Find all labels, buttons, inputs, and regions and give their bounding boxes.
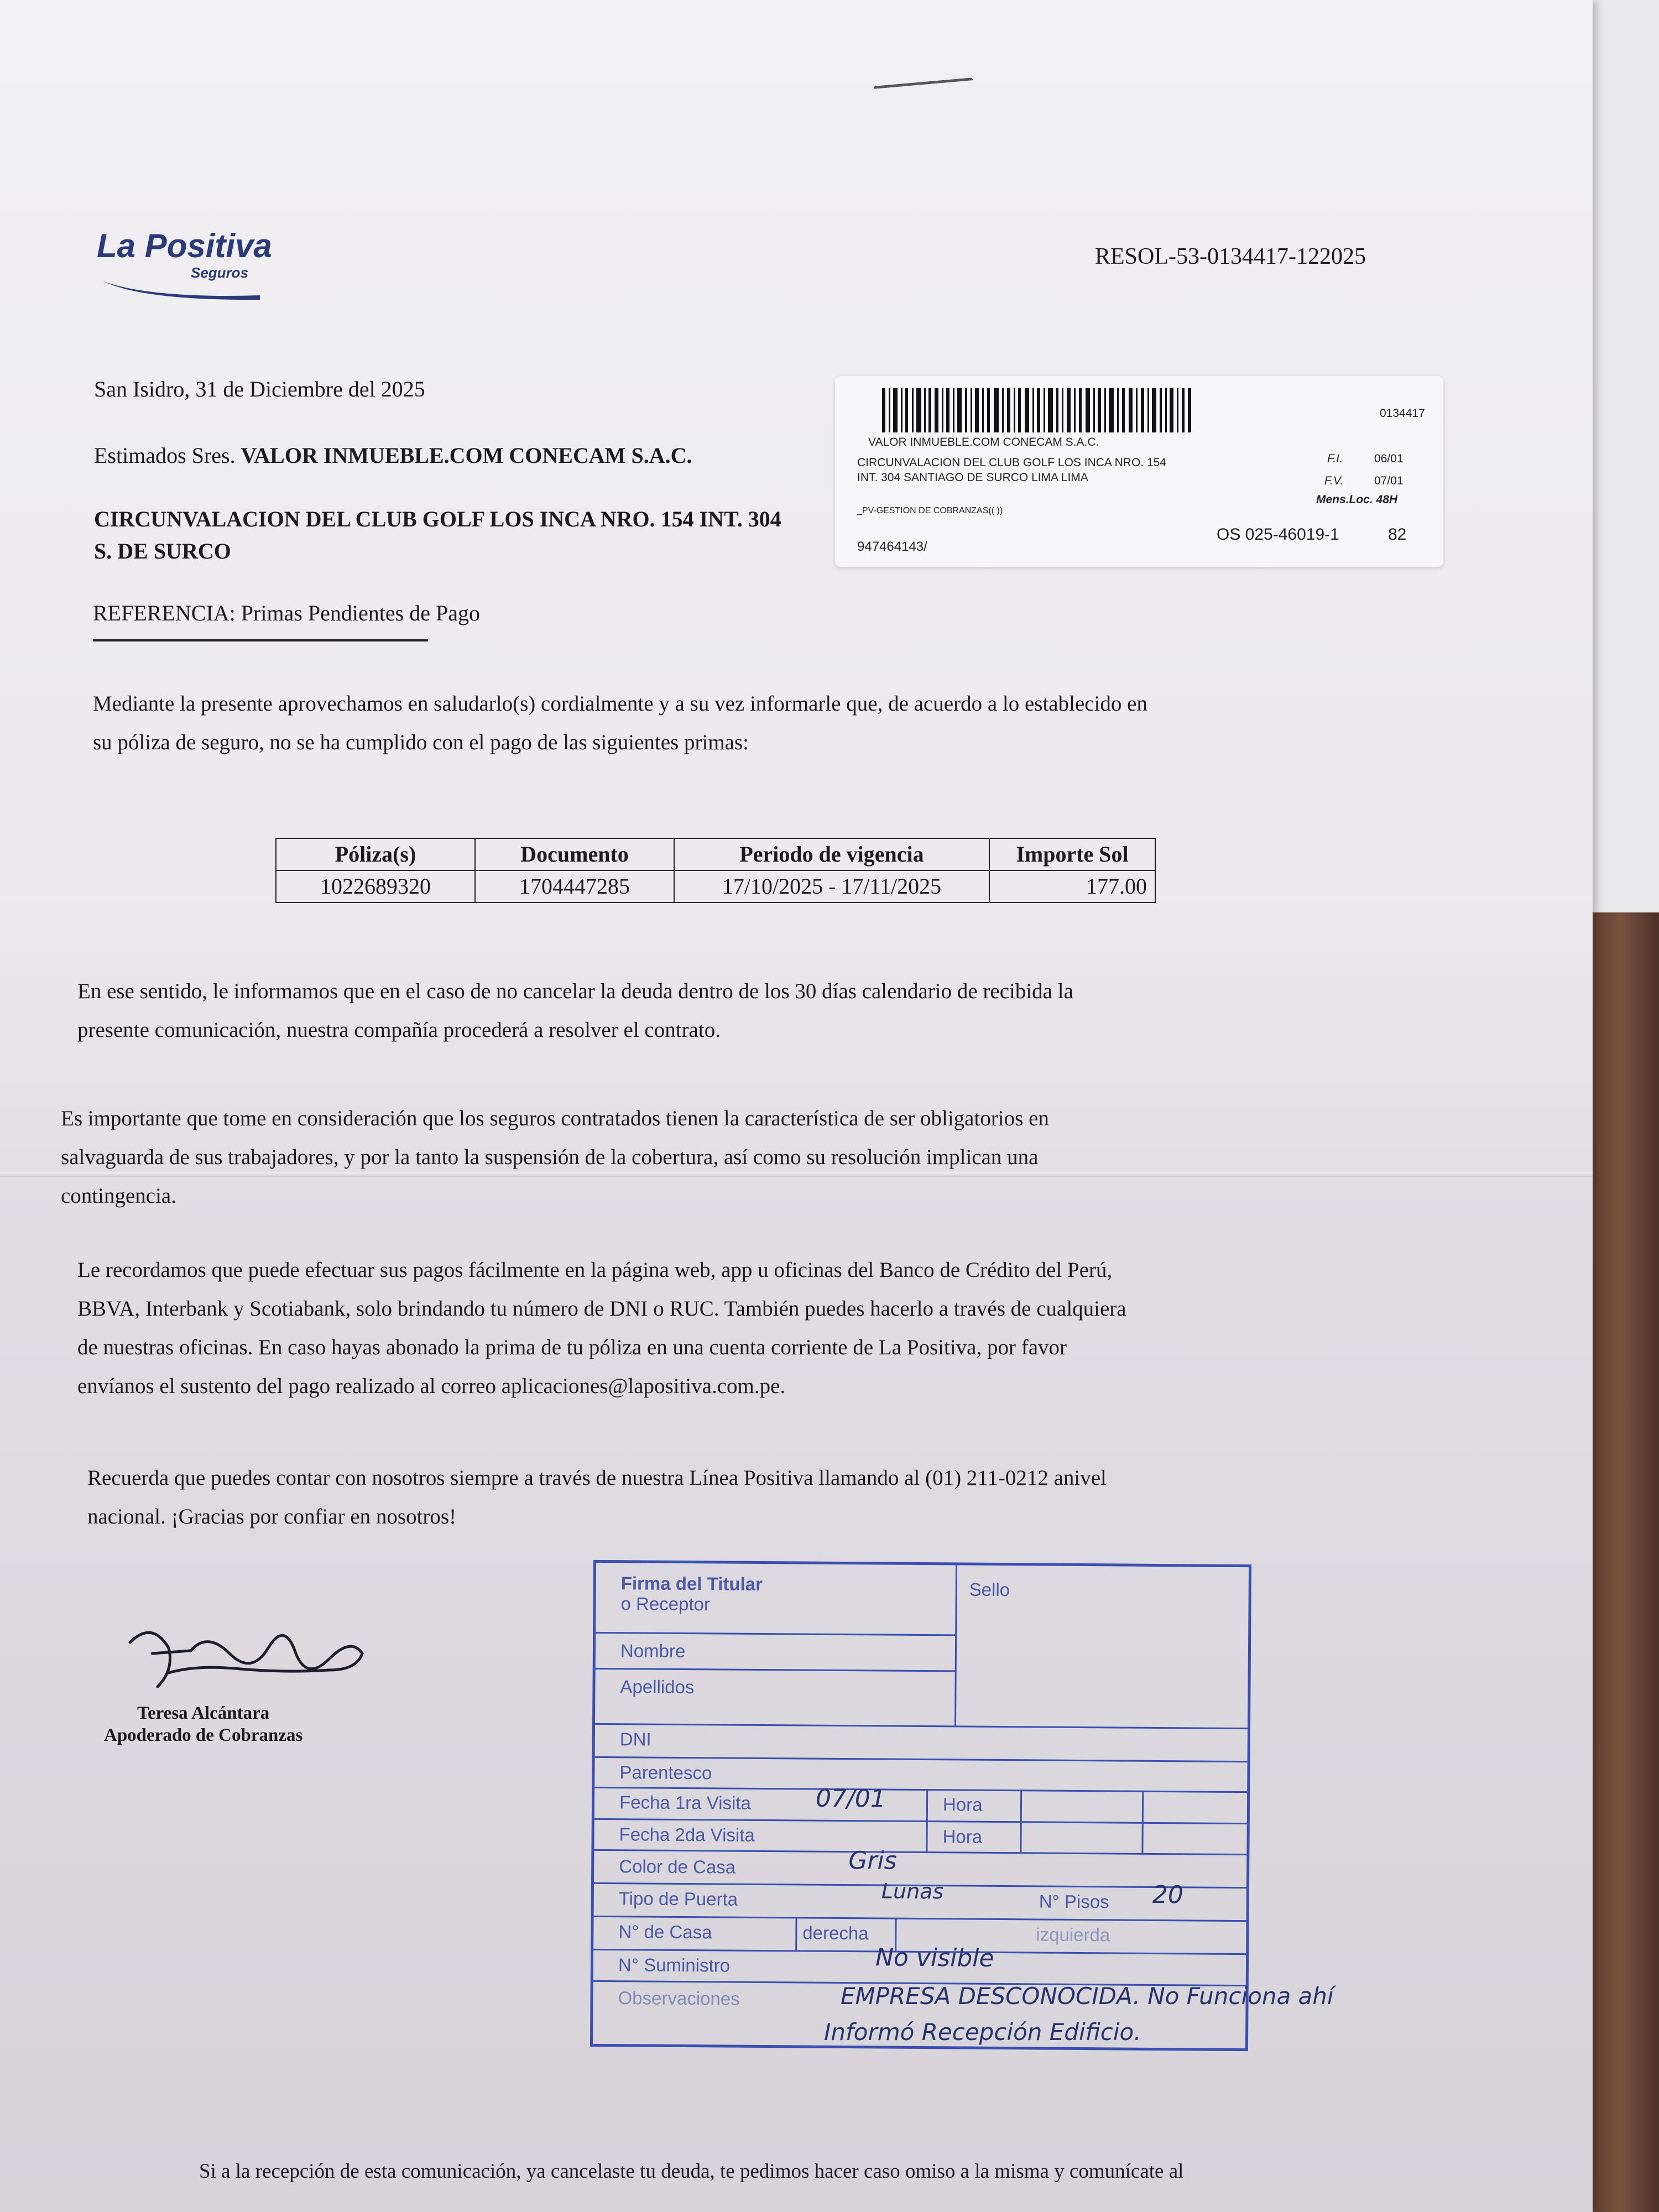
form-line	[596, 1632, 955, 1636]
signer-name: Teresa Alcántara	[137, 1703, 270, 1723]
cell-poliza: 1022689320	[276, 870, 475, 902]
greeting	[94, 442, 692, 468]
mailing-label	[835, 376, 1443, 567]
p1-line-1: En ese sentido, le informamos que en el caso de no cancelar la deuda dentro de los 30 días calendario de recibida la	[77, 979, 1073, 1003]
handwritten-color: Gris	[848, 1846, 897, 1875]
col-header-documento: Documento	[475, 838, 674, 870]
form-label-n-casa: N° de Casa	[618, 1921, 712, 1943]
handwritten-signature	[119, 1609, 368, 1698]
handwritten-tipo-puerta: Lunas	[881, 1879, 944, 1904]
table-header-row	[276, 838, 1155, 870]
form-label-n-pisos: N° Pisos	[1039, 1891, 1109, 1912]
delivery-stamp-form	[590, 1560, 1251, 2051]
form-divider	[926, 1789, 928, 1851]
form-label-derecha: derecha	[802, 1922, 869, 1944]
label-fv-value: 07/01	[1374, 474, 1404, 487]
paragraph-payment	[77, 1251, 1504, 1406]
form-label-hora2: Hora	[942, 1826, 983, 1847]
form-label-tipo-puerta: Tipo de Puerta	[618, 1888, 738, 1910]
form-divider	[954, 1565, 957, 1725]
intro-line-1: Mediante la presente aprovechamos en saludarlo(s) cordialmente y a su vez informarle que, de acuerdo a lo establecido en	[93, 692, 1147, 716]
reference-underline	[93, 639, 428, 641]
form-label-fecha1: Fecha 1ra Visita	[619, 1792, 752, 1813]
cell-importe: 177.00	[989, 870, 1155, 902]
form-label-hora1: Hora	[942, 1794, 983, 1815]
logo-swoosh-icon	[100, 276, 265, 300]
p4-line-2: nacional. ¡Gracias por confiar en nosotros!	[87, 1505, 457, 1528]
form-line	[596, 1668, 955, 1672]
label-gestion: _PV-GESTION DE COBRANZAS(( ))	[857, 506, 1003, 515]
bottom-note: Si a la recepción de esta comunicación, ya cancelaste tu deuda, te pedimos hacer caso omiso a la misma y comunícate al	[199, 2160, 1184, 2183]
p2-line-3: contingencia.	[61, 1184, 176, 1208]
label-address-2: INT. 304 SANTIAGO DE SURCO LIMA LIMA	[857, 471, 1088, 484]
signer-role: Apoderado de Cobranzas	[104, 1725, 303, 1745]
date-line: San Isidro, 31 de Diciembre del 2025	[94, 377, 425, 401]
label-os-number: OS 025-46019-1	[1217, 525, 1339, 544]
staple-mark	[874, 77, 974, 97]
form-label-nombre: Nombre	[620, 1640, 686, 1662]
label-fi-value: 06/01	[1374, 452, 1404, 465]
resolution-code: RESOL-53-0134417-122025	[1095, 244, 1366, 269]
paragraph-obligatory	[61, 1099, 1499, 1215]
table-row	[276, 870, 1155, 902]
form-label-sello: Sello	[969, 1579, 1010, 1600]
p3-line-3: de nuestras oficinas. En caso hayas abonado la prima de tu póliza en una cuenta corriente de La Positiva, por favor	[77, 1335, 1067, 1359]
wooden-table-background	[1582, 885, 1659, 2212]
cell-periodo: 17/10/2025 - 17/11/2025	[674, 870, 989, 902]
form-line	[594, 1818, 1247, 1824]
handwritten-fecha1: 07/01	[815, 1784, 886, 1813]
form-divider	[1020, 1790, 1022, 1852]
col-header-poliza: Póliza(s)	[276, 838, 475, 870]
form-line	[595, 1756, 1248, 1762]
col-header-importe: Importe Sol	[989, 838, 1155, 870]
form-label-color: Color de Casa	[619, 1856, 736, 1877]
p2-line-2: salvaguarda de sus trabajadores, y por la tanto la suspensión de la cobertura, así como su resolución implican una	[61, 1145, 1039, 1169]
greeting-prefix: Estimados Sres.	[94, 443, 236, 468]
col-header-periodo: Periodo de vigencia	[674, 838, 989, 870]
handwritten-observacion-1: EMPRESA DESCONOCIDA. No Funciona ahí	[841, 1983, 1334, 2010]
label-fi: F.I.	[1327, 452, 1343, 465]
p4-line-1: Recuerda que puedes contar con nosotros siempre a través de nuestra Línea Positiva llamando al (01) 211-0212 anivel	[87, 1466, 1107, 1490]
form-divider	[795, 1917, 797, 1950]
form-label-izquierda: izquierda	[1036, 1924, 1110, 1945]
pending-premiums-table	[275, 838, 1156, 903]
label-fv: F.V.	[1324, 474, 1344, 487]
label-phone: 947464143/	[857, 539, 927, 554]
form-label-fecha2: Fecha 2da Visita	[619, 1824, 755, 1845]
form-label-observaciones: Observaciones	[618, 1987, 740, 2009]
p1-line-2: presente comunicación, nuestra compañía procederá a resolver el contrato.	[77, 1018, 721, 1042]
reference-line: REFERENCIA: Primas Pendientes de Pago	[93, 601, 480, 625]
intro-line-2: su póliza de seguro, no se ha cumplido con el pago de las siguientes primas:	[93, 731, 749, 754]
handwritten-suministro: No visible	[875, 1943, 994, 1973]
label-ref-number: 0134417	[1380, 407, 1425, 420]
address-line-2: S. DE SURCO	[94, 539, 231, 564]
paragraph-resolution	[77, 972, 1493, 1050]
form-label-parentesco: Parentesco	[619, 1762, 712, 1783]
intro-paragraph	[93, 685, 1464, 762]
cell-documento: 1704447285	[475, 870, 674, 902]
form-line	[594, 1916, 1246, 1922]
label-mens: Mens.Loc. 48H	[1316, 493, 1398, 506]
form-label-receptor: o Receptor	[620, 1593, 711, 1615]
label-code: 82	[1388, 525, 1407, 544]
logo-subtitle: Seguros	[191, 264, 249, 281]
paragraph-contact	[87, 1459, 1503, 1536]
p3-line-1: Le recordamos que puede efectuar sus pagos fácilmente en la página web, app u oficinas del Banco de Crédito del Perú,	[77, 1258, 1113, 1282]
form-label-suministro: N° Suministro	[618, 1954, 731, 1976]
barcode-icon	[882, 388, 1192, 432]
label-address-1: CIRCUNVALACION DEL CLUB GOLF LOS INCA NRO. 154	[857, 456, 1166, 469]
label-addressee: VALOR INMUEBLE.COM CONECAM S.A.C.	[868, 436, 1099, 448]
address-line-1: CIRCUNVALACION DEL CLUB GOLF LOS INCA NRO. 154 INT. 304	[94, 507, 781, 531]
handwritten-observacion-2: Informó Recepción Edificio.	[824, 2018, 1141, 2046]
p3-line-2: BBVA, Interbank y Scotiabank, solo brindando tu número de DNI o RUC. También puedes hacerlo a través de cualquiera	[77, 1297, 1126, 1321]
p2-line-1: Es importante que tome en consideración que los seguros contratados tienen la característica de ser obligatorios en	[61, 1107, 1049, 1130]
form-line	[594, 1849, 1246, 1855]
handwritten-pisos: 20	[1152, 1880, 1184, 1910]
company-name: VALOR INMUEBLE.COM CONECAM S.A.C.	[241, 443, 692, 468]
p3-line-4: envíanos el sustento del pago realizado al correo aplicaciones@lapositiva.com.pe.	[77, 1374, 786, 1398]
form-label-apellidos: Apellidos	[620, 1676, 695, 1698]
logo-name: La Positiva	[97, 227, 272, 264]
form-label-dni: DNI	[619, 1729, 651, 1750]
form-line	[595, 1723, 1248, 1729]
form-divider	[1141, 1791, 1144, 1853]
form-label-firma: Firma del Titular	[620, 1573, 763, 1594]
